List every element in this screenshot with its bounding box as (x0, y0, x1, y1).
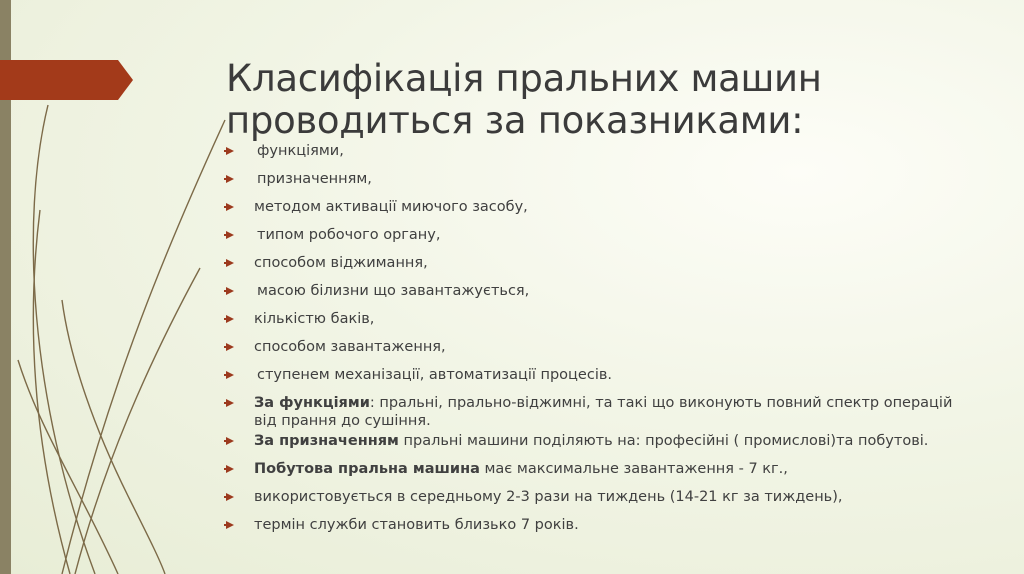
arrow-bullet-icon (226, 343, 234, 351)
list-item-text (254, 366, 954, 385)
list-item-body: масою білизни що завантажується, (257, 283, 530, 299)
list-item-body: типом робочого органу, (257, 227, 441, 243)
list-item-body: ступенем механізації, автоматизації процесів. (257, 367, 613, 383)
arrow-bullet-icon (226, 493, 234, 501)
list-item-body: має максимальне завантаження - 7 кг., (479, 461, 788, 477)
arrow-bullet-icon (226, 521, 234, 529)
arrow-bullet-icon (226, 203, 234, 211)
list-item-text (254, 282, 954, 301)
list-item-body: призначенням, (257, 171, 372, 187)
slide-title (226, 58, 946, 142)
list-item-text (254, 310, 954, 328)
list-item-text (254, 432, 954, 450)
decorative-curves (0, 0, 240, 574)
list-item-body: термін служби становить близько 7 років. (254, 517, 579, 533)
list-item-text (254, 338, 954, 356)
arrow-bullet-icon (226, 231, 234, 239)
arrow-bullet-icon (226, 399, 234, 407)
swirl-lines (18, 105, 225, 574)
title-line-2: проводиться за показниками: (226, 99, 804, 142)
list-item-body: пральні машини поділяють на: професійні ( промислові)та побутові. (398, 433, 929, 449)
arrow-bullet-icon (226, 287, 234, 295)
list-item-text (254, 254, 954, 272)
list-item-body: кількістю баків, (254, 311, 375, 327)
arrow-bullet-icon (226, 315, 234, 323)
list-item-body: методом активації миючого засобу, (254, 199, 528, 215)
list-item-text (254, 198, 954, 216)
list-item-text (254, 394, 954, 430)
arrow-bullet-icon (226, 437, 234, 445)
arrow-bullet-icon (226, 175, 234, 183)
title-line-1: Класифікація пральних машин (226, 57, 822, 100)
title-accent-arrow (0, 60, 133, 100)
list-item-text (254, 226, 954, 245)
list-item-bold-label: Побутова пральна машина (254, 461, 480, 477)
list-item-bold-label: За призначенням (254, 433, 399, 449)
list-item-text (254, 516, 954, 534)
arrow-bullet-icon (226, 371, 234, 379)
arrow-bullet-icon (226, 147, 234, 155)
arrow-bullet-icon (226, 465, 234, 473)
list-item-text (254, 488, 954, 506)
list-item-body: використовується в середньому 2-3 рази на тиждень (14-21 кг за тиждень), (254, 489, 843, 505)
list-item-bold-label: За функціями (254, 395, 370, 411)
list-item-text (254, 142, 954, 161)
arrow-bullet-icon (226, 259, 234, 267)
list-item-text (254, 170, 954, 189)
list-item-text (254, 460, 954, 478)
list-item-body: способом віджимання, (254, 255, 428, 271)
list-item-body: способом завантаження, (254, 339, 446, 355)
list-item-body: функціями, (257, 143, 344, 159)
list-item-body: : пральні, прально-віджимні, та такі що виконують повний спектр операцій від прання до сушіння. (254, 395, 953, 429)
